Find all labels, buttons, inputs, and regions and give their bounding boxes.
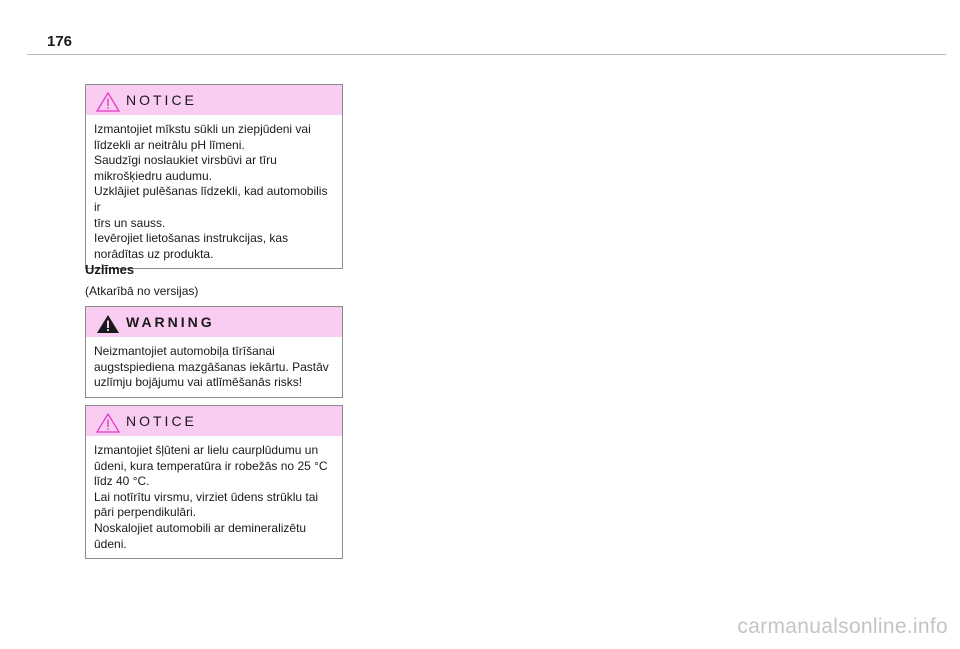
notice-line: Izmantojiet šļūteni ar lielu caurplūdumu un [94, 443, 319, 457]
watermark: carmanualsonline.info [737, 615, 948, 638]
notice-line: tīrs un sauss. [94, 215, 166, 230]
notice-line: pāri perpendikulāri. [94, 505, 197, 520]
notice-line: līdzekli ar neitrālu pH līmeni. [94, 137, 245, 152]
notice-header [86, 85, 342, 115]
notice-line: ūdeni. [94, 536, 127, 551]
notice-line: norādītas uz produkta. [94, 246, 214, 261]
notice-body [86, 115, 342, 268]
notice-header [86, 406, 342, 436]
page-number: 176 [47, 33, 73, 50]
notice-box-2 [85, 405, 343, 559]
caution-triangle-icon [96, 92, 120, 112]
warning-line: Neizmantojiet automobiļa tīrīšanai [94, 344, 275, 358]
notice-line: Lai notīrītu virsmu, virziet ūdens strūklu tai [94, 489, 319, 504]
notice-box-1 [85, 84, 343, 269]
notice-line: Ievērojiet lietošanas instrukcijas, kas [94, 231, 289, 246]
section-note: (Atkarībā no versijas) [85, 284, 199, 298]
section-heading: Uzlīmes [85, 262, 135, 277]
warning-header [86, 307, 342, 337]
notice-title: NOTICE [126, 92, 197, 108]
top-divider [27, 54, 946, 55]
notice-body [86, 436, 342, 558]
warning-triangle-icon [96, 314, 120, 334]
notice-title: NOTICE [126, 413, 197, 429]
notice-line: Saudzīgi noslaukiet virsbūvi ar tīru [94, 153, 277, 168]
notice-line: līdz 40 °C. [94, 474, 150, 489]
warning-title: WARNING [126, 314, 215, 330]
notice-line: Izmantojiet mīkstu sūkli un ziepjūdeni vai [94, 122, 311, 136]
notice-line: Uzklājiet pulēšanas līdzekli, kad automobilis ir [94, 184, 328, 214]
warning-line: augstspiediena mazgāšanas iekārtu. Pastāv [94, 359, 329, 374]
notice-line: ūdeni, kura temperatūra ir robežās no 25 °C [94, 458, 328, 473]
notice-line: mikrošķiedru audumu. [94, 168, 213, 183]
warning-box [85, 306, 343, 398]
notice-line: Noskalojiet automobili ar demineralizētu [94, 520, 307, 535]
caution-triangle-icon [96, 413, 120, 433]
warning-body [86, 337, 342, 397]
warning-line: uzlīmju bojājumu vai atlīmēšanās risks! [94, 375, 303, 390]
